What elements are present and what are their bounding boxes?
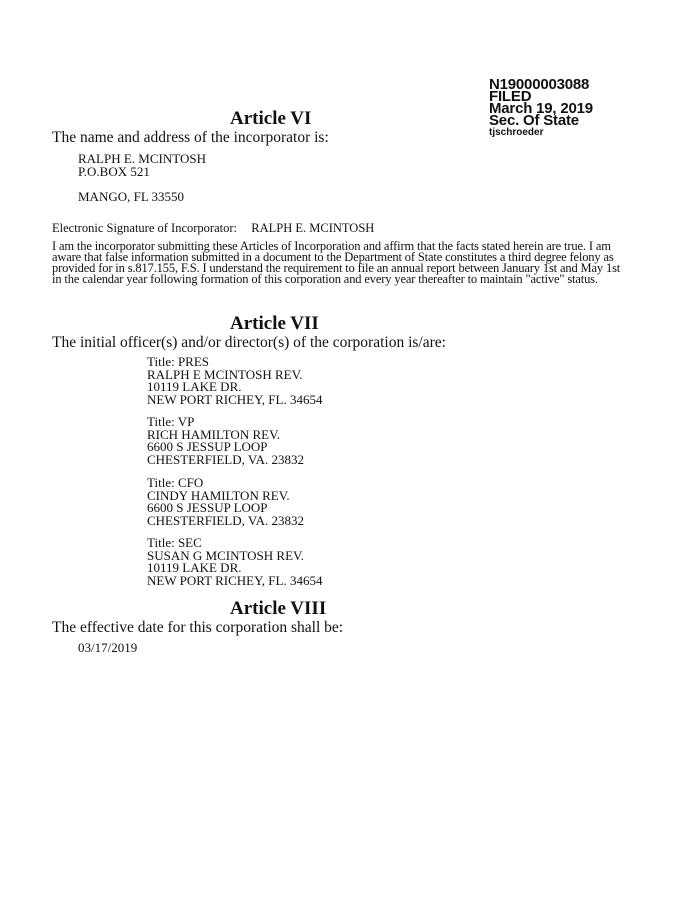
article-vii-lead: The initial officer(s) and/or director(s) of the corporation is/are: [52,334,446,351]
officer-name: CINDY HAMILTON REV. [147,487,290,503]
officer-block [147,537,322,587]
incorporator-city-line: MANGO, FL 33550 [78,189,185,204]
effective-date: 03/17/2019 [78,640,138,655]
stamp-office: Sec. Of State [489,112,579,129]
filing-stamp [489,76,593,139]
officer-street: 6600 S JESSUP LOOP [147,439,268,454]
article-viii-lead: The effective date for this corporation shall be: [52,619,344,636]
incorporator-name: RALPH E. MCINTOSH [78,151,206,166]
incorporator-address [78,152,206,178]
officer-block [147,416,304,466]
stamp-clerk: tjschroeder [489,127,544,138]
officer-city: CHESTERFIELD, VA. 23832 [147,451,304,467]
officer-street: 10119 LAKE DR. [147,379,242,394]
article-viii-heading: Article VIII [230,598,327,619]
signature-line [52,221,374,236]
officer-name: RICH HAMILTON REV. [147,426,281,442]
stamp-date: March 19, 2019 [489,100,593,117]
officer-title: Title: VP [147,414,195,429]
stamp-status: FILED [489,88,532,105]
officer-block [147,356,322,406]
officer-title: Title: CFO [147,475,204,490]
article-vi-heading: Article VI [230,108,312,129]
officer-city: NEW PORT RICHEY, FL. 34654 [147,391,323,407]
officer-name: SUSAN G MCINTOSH REV. [147,547,304,563]
incorporator-po-box: P.O.BOX 521 [78,164,150,179]
signature-label: Electronic Signature of Incorporator: [52,221,237,235]
incorporator-statement: I am the incorporator submitting these Articles of Incorporation and affirm that the facts stated herein are true. I am aware that false information submitted in a document to the Department of State constitutes a third degree felony as provided for in s.817.155, F.S. I understand the requirement to file an annual report between January 1st and May 1st in the calendar year following formation of this corporation and every year thereafter to maintain "active" status. [52,239,621,286]
officer-city: NEW PORT RICHEY, FL. 34654 [147,572,323,588]
officer-city: CHESTERFIELD, VA. 23832 [147,512,304,528]
officer-name: RALPH E MCINTOSH REV. [147,366,303,382]
article-vi-lead: The name and address of the incorporator is: [52,129,329,146]
officer-block [147,477,304,527]
officer-title: Title: SEC [147,535,202,550]
stamp-document-number: N19000003088 [489,76,590,93]
signature-name: RALPH E. MCINTOSH [251,221,375,235]
officer-street: 6600 S JESSUP LOOP [147,500,268,515]
officer-street: 10119 LAKE DR. [147,560,242,575]
officer-title: Title: PRES [147,354,210,369]
article-vii-heading: Article VII [230,313,319,334]
